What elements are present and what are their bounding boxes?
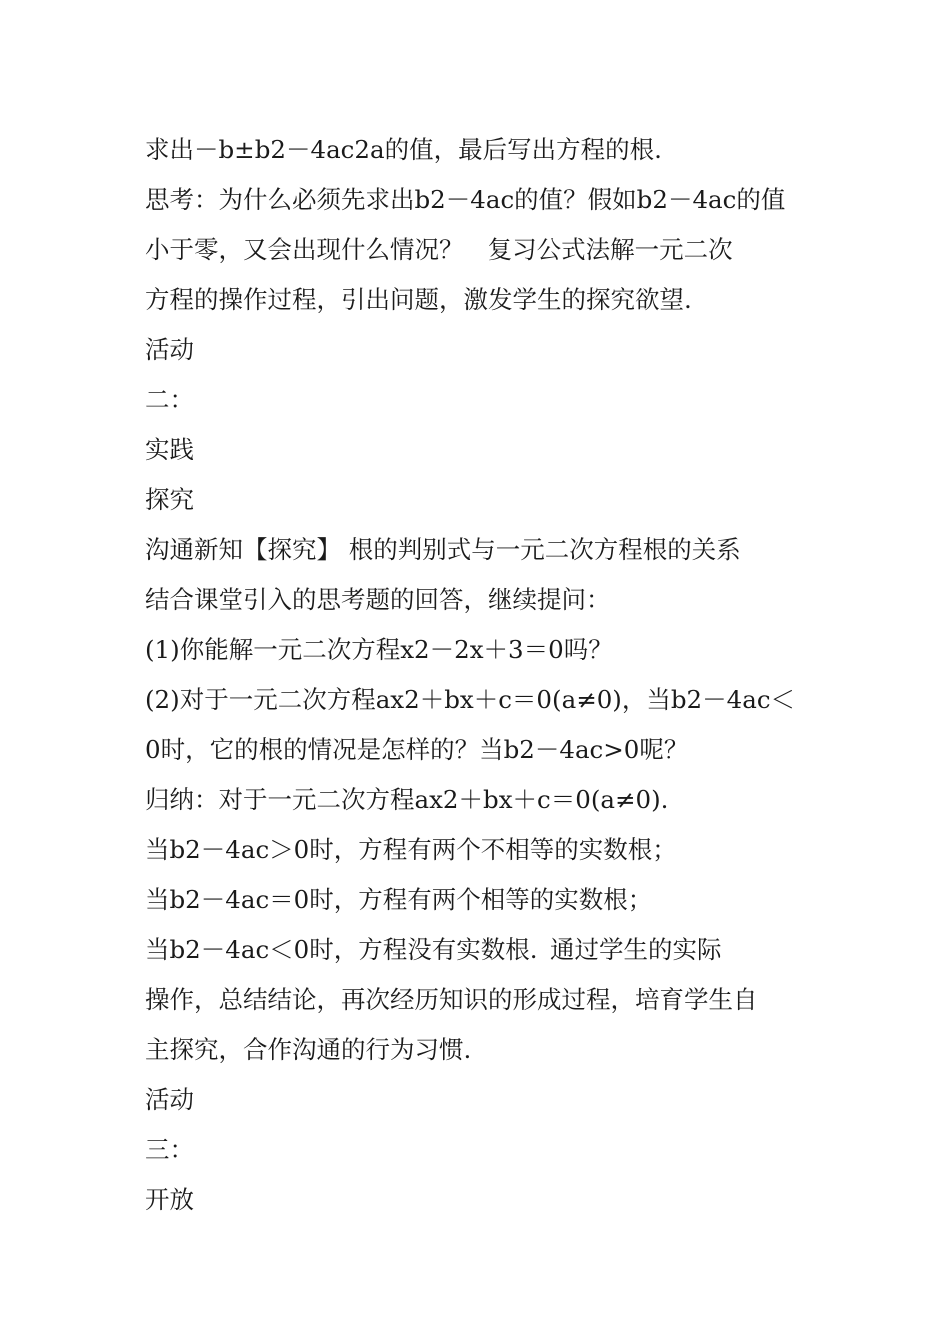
text-line: 探究	[145, 485, 194, 514]
text-line: 当b2－4ac＝0时，方程有两个相等的实数根；	[145, 885, 653, 914]
text-line: 归纳：对于一元二次方程ax2＋bx＋c＝0(a≠0).	[145, 785, 669, 814]
text-line: 当b2－4ac＜0时，方程没有实数根. 通过学生的实际	[145, 935, 722, 964]
text-line: (1)你能解一元二次方程x2－2x＋3＝0吗？	[145, 635, 613, 664]
text-line: 二：	[145, 385, 194, 414]
text-line: 操作，总结结论，再次经历知识的形成过程，培育学生自	[145, 985, 758, 1014]
text-line: 结合课堂引入的思考题的回答，继续提问：	[145, 585, 611, 614]
text-line: 三：	[145, 1135, 194, 1164]
text-line: 开放	[145, 1185, 194, 1214]
text-line: 沟通新知【探究】 根的判别式与一元二次方程根的关系	[145, 535, 741, 564]
text-line: 主探究，合作沟通的行为习惯.	[145, 1035, 472, 1064]
text-line: 小于零，又会出现什么情况？ 复习公式法解一元二次	[145, 235, 733, 264]
text-line: 求出－b±b2－4ac2a的值，最后写出方程的根.	[145, 135, 662, 164]
text-line: 活动	[145, 335, 194, 364]
text-line: 活动	[145, 1085, 194, 1114]
text-line: 方程的操作过程，引出问题，激发学生的探究欲望.	[145, 285, 692, 314]
text-line: 思考：为什么必须先求出b2－4ac的值？假如b2－4ac的值	[145, 185, 786, 214]
document-body	[145, 125, 815, 1225]
text-line: 0时，它的根的情况是怎样的？当b2－4ac>0呢？	[145, 735, 689, 764]
text-line: 当b2－4ac＞0时，方程有两个不相等的实数根；	[145, 835, 677, 864]
text-line: (2)对于一元二次方程ax2＋bx＋c＝0(a≠0)，当b2－4ac＜	[145, 685, 796, 714]
text-line: 实践	[145, 435, 194, 464]
